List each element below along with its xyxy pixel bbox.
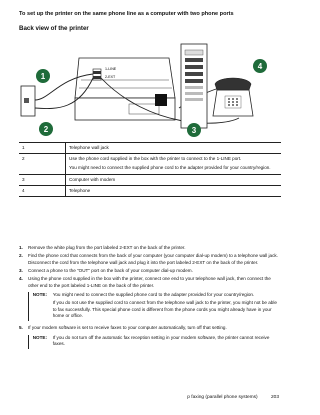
callout-3 <box>187 123 201 137</box>
callout-4 <box>253 59 267 73</box>
step-number: 4. <box>19 276 23 282</box>
instruction-steps <box>19 245 281 353</box>
step-item <box>19 325 281 331</box>
note-box <box>28 292 281 321</box>
step-text: If your modem software is set to receive faxes to your computer automatically, turn off that setting. <box>28 325 227 331</box>
port-label-line: 1-LINE <box>105 67 117 71</box>
step-item <box>19 253 281 266</box>
legend-table <box>19 142 281 197</box>
legend-row <box>19 143 281 154</box>
step-text: Find the phone cord that connects from the back of your computer (your computer dial-up modem) to a telephone wall jack. Disconnect the cord from the telephone wall jack and plug it into the port labeled 2-EXT on the back of the printer. <box>28 253 278 265</box>
printer-icon <box>75 58 175 120</box>
note-box <box>28 335 281 350</box>
step-text: Connect a phone to the "OUT" port on the back of your computer dial-up modem. <box>28 267 193 273</box>
page-number: 203 <box>270 395 279 400</box>
legend-row <box>19 185 281 196</box>
step-item <box>19 268 281 274</box>
note-label: NOTE: <box>32 291 47 297</box>
legend-number: 2 <box>19 154 66 174</box>
legend-row <box>19 174 281 185</box>
note-text: If you do not turn off the automatic fax reception setting in your modem software, the printer cannot receive faxes. <box>52 334 270 346</box>
note-text: You might need to connect the supplied phone cord to the adapter provided for your country/region. <box>52 291 255 297</box>
callout-2 <box>39 122 53 136</box>
step-number: 5. <box>19 325 23 331</box>
computer-icon <box>181 44 207 128</box>
page-footer <box>187 395 279 400</box>
telephone-icon <box>213 78 253 116</box>
svg-text:4: 4 <box>257 62 263 71</box>
legend-text-extra: You might need to connect the supplied phone cord to the adapter provided for your country/region. <box>69 165 271 171</box>
step-text: Remove the white plug from the port labeled 2-EXT on the back of the printer. <box>28 245 186 250</box>
svg-text:2: 2 <box>43 125 49 134</box>
note-text: If you do not use the supplied cord to connect from the telephone wall jack to the printer, you might not be able to fax successfully. This special phone cord is different from the phone cords you might already have in your home or office. <box>52 300 277 318</box>
legend-number: 1 <box>19 143 66 154</box>
step-number: 3. <box>19 267 23 273</box>
step-item <box>19 276 281 289</box>
legend-text: Telephone <box>66 185 282 196</box>
connection-diagram <box>19 38 274 137</box>
section-heading: To set up the printer on the same phone line as a computer with two phone ports <box>19 11 234 17</box>
step-text: Using the phone cord supplied in the box with the printer, connect one end to your telephone wall jack, then connect the other end to the port labeled 1-LINE on the back of the printer. <box>28 276 271 288</box>
step-number: 2. <box>19 253 23 259</box>
legend-row <box>19 154 281 174</box>
figure-heading: Back view of the printer <box>19 25 89 32</box>
step-number: 1. <box>19 245 23 250</box>
svg-text:1: 1 <box>40 72 46 81</box>
note-label: NOTE: <box>32 334 47 340</box>
callout-1 <box>36 69 50 83</box>
step-item <box>19 245 281 251</box>
svg-text:3: 3 <box>191 126 197 135</box>
legend-text: Computer with modem <box>66 174 282 185</box>
legend-number: 3 <box>19 174 66 185</box>
legend-number: 4 <box>19 185 66 196</box>
legend-text: Telephone wall jack <box>66 143 282 154</box>
legend-text: Use the phone cord supplied in the box with the printer to connect to the 1-LINE port. <box>69 156 242 162</box>
footer-section: p faxing (parallel phone systems) <box>187 395 258 400</box>
port-label-ext: 2-EXT <box>105 75 116 79</box>
